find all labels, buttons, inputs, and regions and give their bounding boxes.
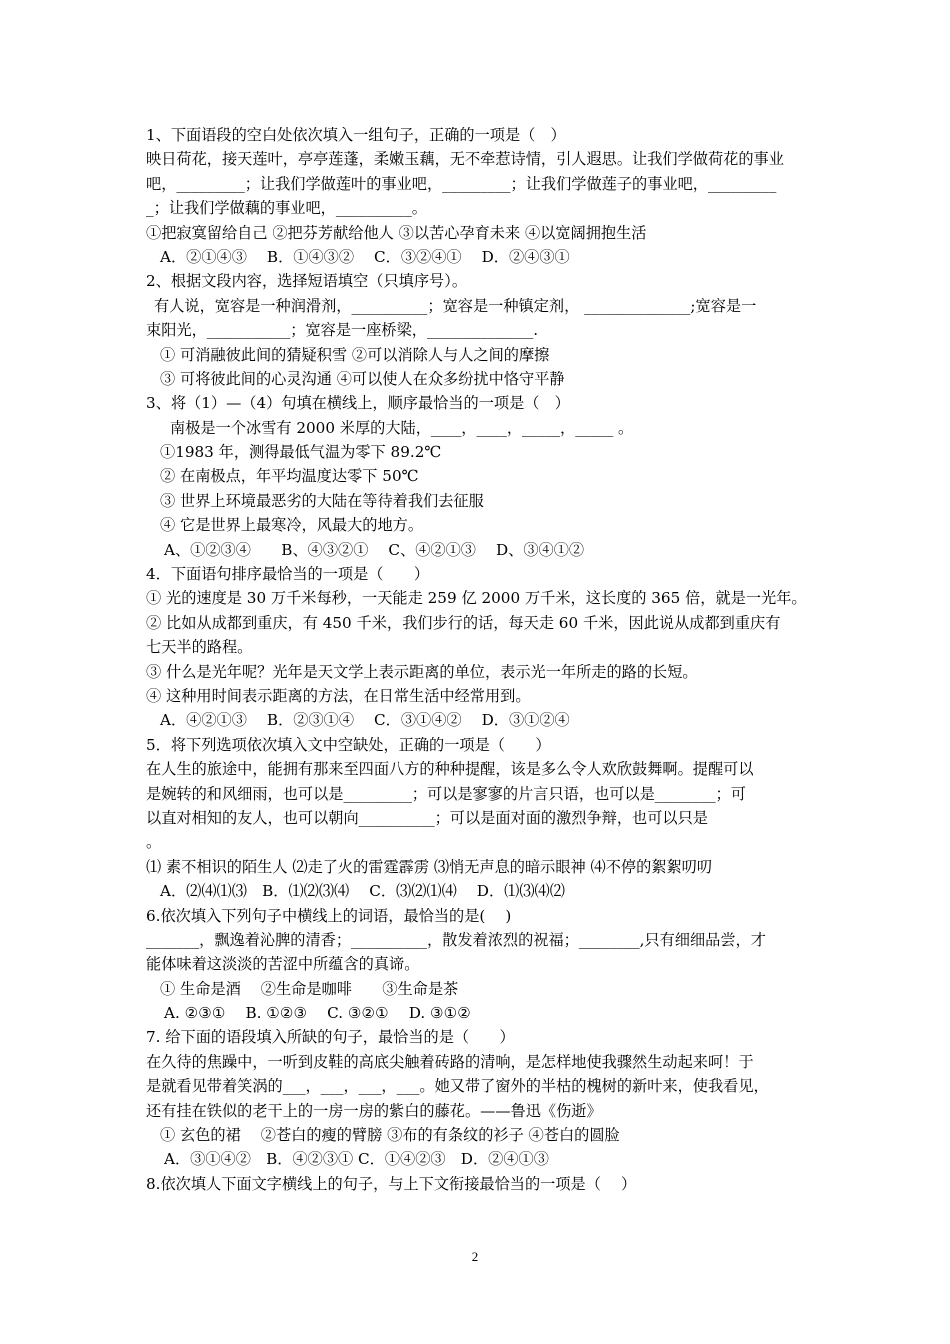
question-5-passage-line: 以直对相知的友人，也可以朝向__________；可以是面对面的激烈争辩，也可以只是 — [146, 808, 708, 827]
question-5-answers: A．⑵⑷⑴⑶ B．⑴⑵⑶⑷ C．⑶⑵⑴⑷ D．⑴⑶⑷⑵ — [160, 882, 565, 901]
question-2-option: ③ 可将彼此间的心灵沟通 ④可以使人在众多纷扰中恪守平静 — [160, 369, 565, 388]
question-2-passage-line: 束阳光，___________；宽容是一座桥梁，______________. — [146, 321, 539, 340]
question-7-passage-line: 是就看见带着笑涡的___，___，___，___。她又带了窗外的半枯的槐树的新叶来，使我看见， — [146, 1077, 769, 1096]
question-7-answers: A．③①④② B．④②③① C．①④②③ D．②④①③ — [164, 1150, 549, 1169]
question-7-stem: 7. 给下面的语段填入所缺的句子，最恰当的是（ ） — [146, 1028, 515, 1047]
question-6-options: ① 生命是酒 ②生命是咖啡 ③生命是茶 — [160, 979, 459, 998]
question-4-option: ③ 什么是光年呢？光年是天文学上表示距离的单位，表示光一年所走的路的长短。 — [146, 662, 698, 681]
page-number: 2 — [471, 1249, 479, 1264]
question-7-passage-line: 还有挂在铁似的老干上的一房一房的紫白的藤花。——鲁迅《伤逝》 — [146, 1101, 602, 1120]
question-6-passage-line: _______，飘逸着沁脾的清香；__________，散发着浓烈的祝福；________,只有细细品尝，才 — [146, 930, 766, 949]
question-3-stem: 3、将（1）—（4）句填在横线上，顺序最恰当的一项是（ ） — [146, 394, 570, 413]
question-3-option: ③ 世界上环境最恶劣的大陆在等待着我们去征服 — [160, 491, 484, 510]
question-5-passage-line: 是婉转的和风细雨，也可以是_________；可以是寥寥的片言只语，也可以是________；可 — [146, 784, 746, 803]
question-5-passage-line: 在人生的旅途中，能拥有那来至四面八方的种种提醒，该是多么令人欢欣鼓舞啊。提醒可以 — [146, 760, 754, 779]
question-1-answers: A．②①④③ B．①④③② C．③②④① D．②④③① — [160, 247, 570, 266]
question-2-option: ① 可消融彼此间的猜疑积雪 ②可以消除人与人之间的摩擦 — [160, 345, 550, 364]
question-3-answers: A、①②③④ B、④③②① C、④②①③ D、③④①② — [164, 540, 585, 559]
question-2-passage-line: 有人说，宽容是一种润滑剂，__________；宽容是一种镇定剂， ______________;宽容是一 — [154, 296, 757, 315]
question-7-options: ① 玄色的裙 ②苍白的瘦的臂膀 ③布的有条纹的衫子 ④苍白的圆脸 — [160, 1126, 620, 1145]
question-4-option: ② 比如从成都到重庆，有 450 千米，我们步行的话，每天走 60 千米，因此说从成都到重庆有 — [146, 613, 781, 632]
question-4-stem: 4．下面语句排序最恰当的一项是（ ） — [146, 565, 430, 584]
question-4-answers: A．④②①③ B．②③①④ C．③①④② D．③①②④ — [160, 711, 570, 730]
question-1-passage-line: 映日荷花，接天莲叶，亭亭莲蓬，柔嫩玉藕，无不牵惹诗情，引人遐思。让我们学做荷花的事业 — [146, 150, 784, 169]
question-1-passage-line: 吧，_________；让我们学做莲叶的事业吧，_________；让我们学做莲子的事业吧，_________ — [146, 174, 777, 193]
question-1-stem: 1、下面语段的空白处依次填入一组句子，正确的一项是（ ） — [146, 126, 566, 144]
question-5-options: ⑴ 素不相识的陌生人 ⑵走了火的雷霆霹雳 ⑶悄无声息的暗示眼神 ⑷不停的絮絮叨叨 — [146, 857, 713, 876]
question-1-passage-line: _；让我们学做藕的事业吧，__________。 — [146, 199, 427, 218]
question-6-stem: 6.依次填入下列句子中横线上的词语，最恰当的是( ) — [146, 906, 512, 925]
question-4-option: ① 光的速度是 30 万千米每秒，一天能走 259 亿 2000 万千米，这长度的 365 倍，就是一光年。 — [146, 589, 807, 608]
question-3-option: ④ 它是世界上最寒冷，风最大的地方。 — [160, 516, 424, 535]
question-4-option: 七天半的路程。 — [146, 638, 253, 657]
question-1-options: ①把寂寞留给自己 ②把芬芳献给他人 ③以苦心孕育未来 ④以宽阔拥抱生活 — [146, 223, 647, 242]
question-6-passage-line: 能体味着这淡淡的苦涩中所蕴含的真谛。 — [146, 955, 420, 974]
question-4-option: ④ 这种用时间表示距离的方法，在日常生活中经常用到。 — [146, 686, 531, 705]
question-7-passage-line: 在久待的焦躁中，一听到皮鞋的高底尖触着砖路的清响，是怎样地使我骤然生动起来呵！于 — [146, 1052, 754, 1071]
question-5-passage-line: 。 — [146, 833, 162, 852]
exam-content — [146, 123, 810, 1196]
question-3-option: ①1983 年，测得最低气温为零下 89.2℃ — [160, 443, 442, 462]
question-3-option: ② 在南极点，年平均温度达零下 50℃ — [160, 467, 419, 486]
question-2-stem: 2、根据文段内容，选择短语填空（只填序号）。 — [146, 272, 468, 291]
question-8-stem: 8.依次填人下面文字横线上的句子，与上下文衔接最恰当的一项是（ ） — [146, 1174, 637, 1193]
question-5-stem: 5．将下列选项依次填入文中空缺处，正确的一项是（ ） — [146, 735, 551, 754]
question-6-answers: A. ②③① B. ①②③ C. ③②① D. ③①② — [164, 1004, 471, 1023]
question-3-passage: 南极是一个冰雪有 2000 米厚的大陆，____，____，_____，_____ 。 — [170, 418, 634, 437]
